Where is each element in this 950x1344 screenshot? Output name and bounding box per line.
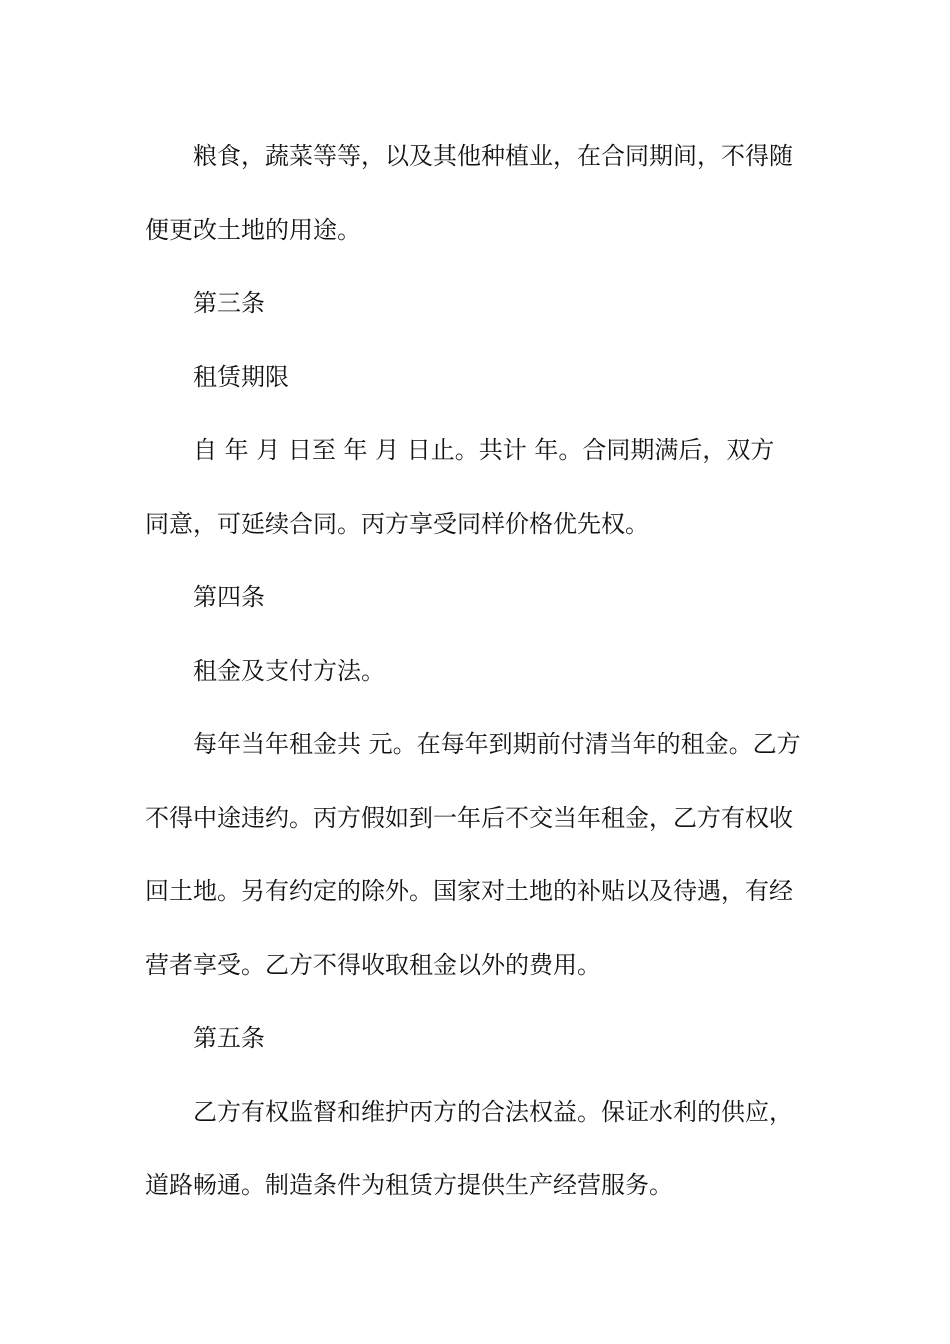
paragraph-line: 道路畅通。制造条件为租赁方提供生产经营服务。 bbox=[145, 1171, 673, 1199]
paragraph-line: 自 年 月 日至 年 月 日止。共计 年。合同期满后，双方 bbox=[193, 436, 775, 464]
paragraph-line: 每年当年租金共 元。在每年到期前付清当年的租金。乙方 bbox=[193, 730, 801, 758]
paragraph-line: 回土地。另有约定的除外。国家对土地的补贴以及待遇，有经 bbox=[145, 877, 793, 905]
paragraph-line: 营者享受。乙方不得收取租金以外的费用。 bbox=[145, 950, 601, 979]
paragraph-line: 乙方有权监督和维护丙方的合法权益。保证水利的供应， bbox=[193, 1097, 793, 1126]
article-heading: 第五条 bbox=[193, 1024, 265, 1052]
section-title: 租赁期限 bbox=[193, 362, 289, 391]
document-body bbox=[145, 120, 805, 1223]
paragraph-line: 粮食，蔬菜等等，以及其他种植业，在合同期间，不得随 bbox=[193, 142, 793, 170]
paragraph-line: 同意，可延续合同。丙方享受同样价格优先权。 bbox=[145, 509, 649, 538]
paragraph-line: 不得中途违约。丙方假如到一年后不交当年租金，乙方有权收 bbox=[145, 803, 793, 832]
article-heading: 第三条 bbox=[193, 289, 265, 317]
article-heading: 第四条 bbox=[193, 583, 265, 611]
paragraph-line: 便更改土地的用途。 bbox=[145, 215, 361, 244]
section-title: 租金及支付方法。 bbox=[193, 656, 385, 685]
